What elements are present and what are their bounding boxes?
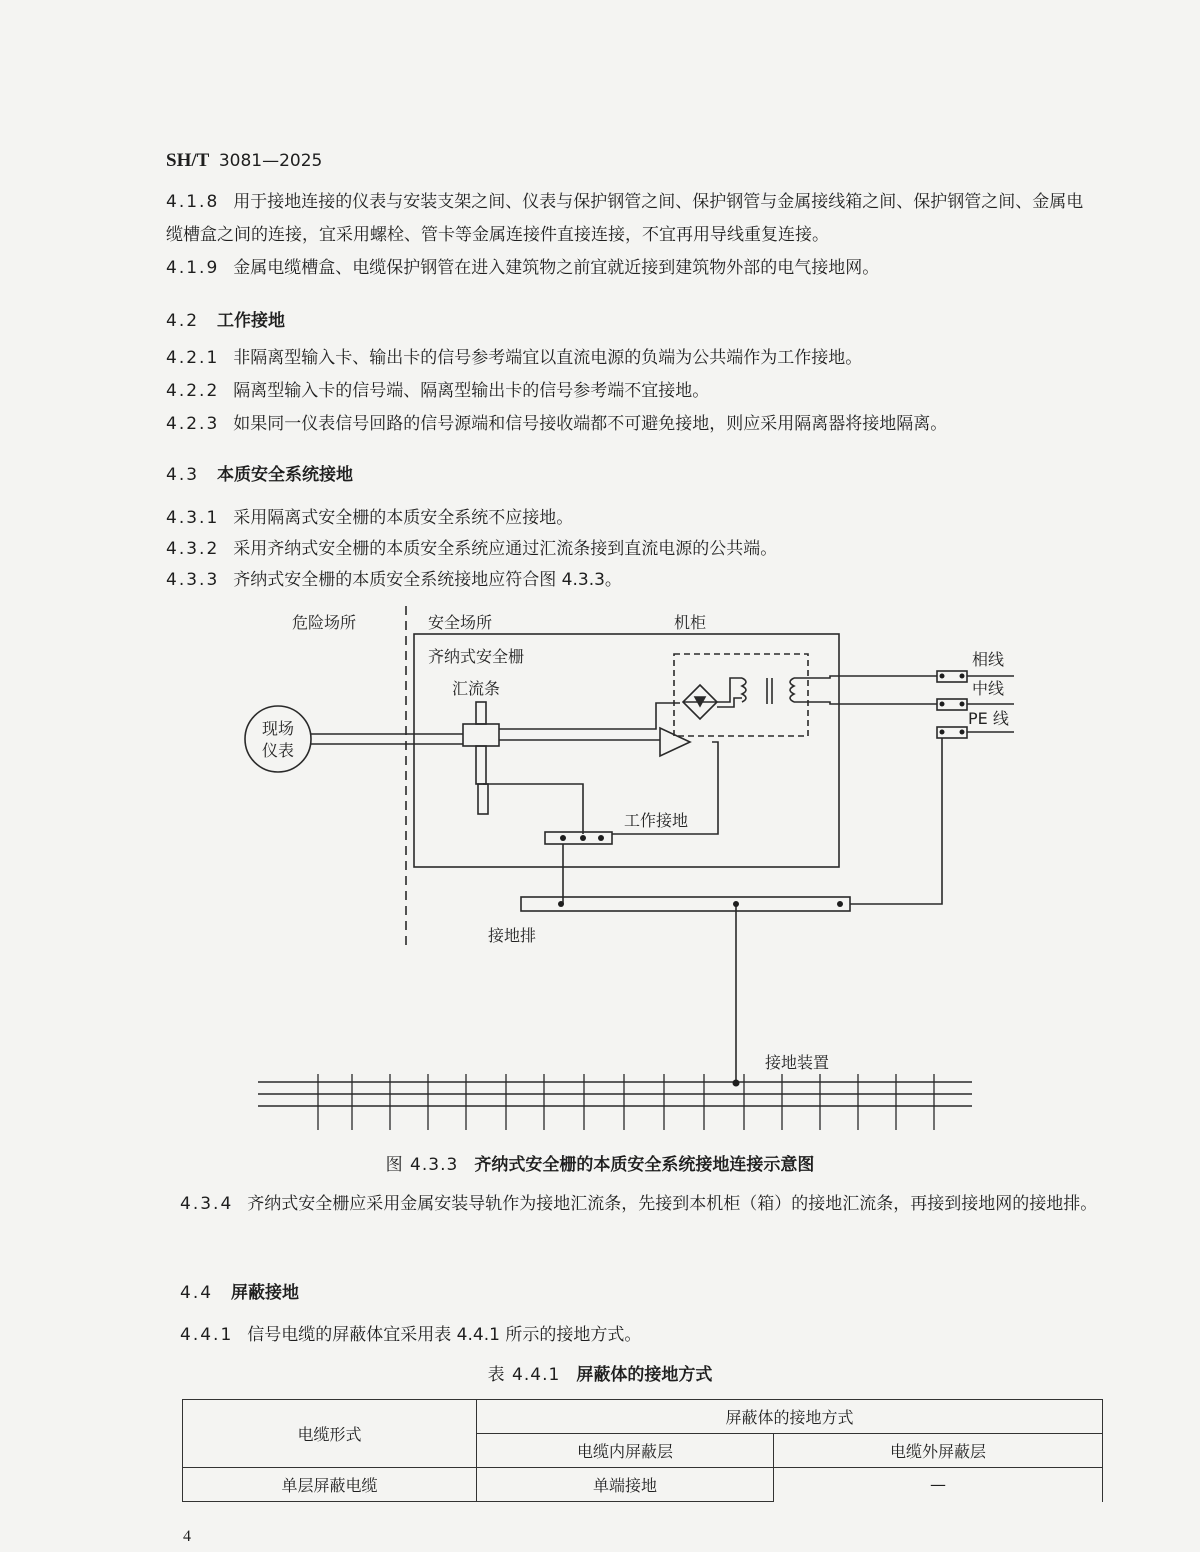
section-title: 工作接地 [217,311,286,331]
secondary-coil [790,678,794,702]
label-work-ground: 工作接地 [624,811,689,830]
neutral-line-wire [794,702,937,704]
shield-grounding-table [182,1399,1103,1502]
label-zener-barrier: 齐纳式安全栅 [428,647,525,666]
clause-text: 采用齐纳式安全栅的本质安全系统应通过汇流条接到直流电源的公共端。 [233,539,778,559]
clause-text: 采用隔离式安全栅的本质安全系统不应接地。 [233,508,574,528]
clause-text: 齐纳式安全栅的本质安全系统接地应符合图 4.3.3。 [233,570,622,590]
label-neutral-line: 中线 [972,679,1005,698]
clause-text: 如果同一仪表信号回路的信号源端和信号接收端都不可避免接地，则应采用隔离器将接地隔离。 [233,414,948,434]
clause-4-4-1 [180,1319,1110,1352]
busbar-block [463,724,499,746]
field-instrument-circle [245,706,311,772]
clause-text: 金属电缆槽盒、电缆保护钢管在进入建筑物之前宜就近接到建筑物外部的电气接地网。 [233,258,880,278]
table-title: 屏蔽体的接地方式 [576,1365,713,1385]
clause-text: 信号电缆的屏蔽体宜采用表 4.4.1 所示的接地方式。 [247,1325,642,1345]
clause-number: 4.2.3 [166,414,220,434]
clause-number: 4.1.9 [166,258,220,278]
cabinet-frame [414,634,839,867]
section-title: 本质安全系统接地 [217,465,354,485]
busbar-to-workground [483,784,583,834]
figure-caption [0,1150,1200,1175]
busbar-rail [478,784,488,814]
table-row [183,1468,1103,1502]
clause-number: 4.3.4 [180,1194,234,1214]
clause-text: 用于接地连接的仪表与安装支架之间、仪表与保护钢管之间、保护钢管与金属接线箱之间、保护钢管之间、金属电缆槽盒之间的连接，宜采用螺栓、管卡等金属连接件直接连接，不宜再用导线重复连接。 [166,192,1084,245]
line-to-bridge [499,703,680,729]
section-number: 4.3 [166,465,200,485]
label-ground-bar: 接地排 [488,926,537,945]
figure-title: 齐纳式安全栅的本质安全系统接地连接示意图 [474,1155,815,1175]
label-hazard-area: 危险场所 [292,613,357,632]
figure-number: 图 4.3.3 [385,1155,459,1175]
cell-inner-shield: 单端接地 [477,1468,774,1502]
amplifier-symbol [660,728,690,756]
clause-number: 4.2.1 [166,348,220,368]
header-inner-shield: 电缆内屏蔽层 [477,1434,774,1468]
busbar-top-stem [476,702,486,724]
label-safe-area: 安全场所 [428,613,493,632]
code-prefix: SH/T [166,150,210,171]
page-number: 4 [183,1528,191,1545]
label-pe-line: PE 线 [968,709,1009,728]
clause-number: 4.2.2 [166,381,220,401]
clause-4-3-4 [180,1188,1100,1221]
section-4-4-heading [180,1278,299,1303]
code-year: 3081—2025 [218,151,323,171]
label-busbar: 汇流条 [452,679,501,698]
ground-bar [521,897,850,911]
cell-outer-shield: — [774,1468,1103,1502]
header-cable-type: 电缆形式 [183,1400,477,1468]
clause-text: 隔离型输入卡的信号端、隔离型输出卡的信号参考端不宜接地。 [233,381,710,401]
label-phase-line: 相线 [972,650,1005,669]
table-number: 表 4.4.1 [487,1365,561,1385]
label-ground-device: 接地装置 [765,1053,830,1072]
clause-number: 4.4.1 [180,1325,234,1345]
primary-coil [742,678,746,702]
label-field-instrument-1: 现场 [262,719,295,738]
clause-text: 齐纳式安全栅应采用金属安装导轨作为接地汇流条，先接到本机柜（箱）的接地汇流条，再接到接地网的接地排。 [247,1194,1098,1214]
clause-number: 4.3.1 [166,508,220,528]
clause-number: 4.1.8 [166,192,220,212]
pe-to-groundbar [850,738,942,904]
busbar-bottom-stem [476,746,486,784]
section-title: 屏蔽接地 [231,1283,300,1303]
table-caption [0,1360,1200,1385]
header-grounding-method: 屏蔽体的接地方式 [477,1400,1103,1434]
isolation-box [674,654,808,736]
section-number: 4.2 [166,311,200,331]
phase-line-wire [794,676,937,678]
clause-number: 4.3.2 [166,539,220,559]
label-field-instrument-2: 仪表 [262,741,295,760]
clause-number: 4.3.3 [166,570,220,590]
clause-text: 非隔离型输入卡、输出卡的信号参考端宜以直流电源的负端为公共端作为工作接地。 [233,348,863,368]
section-number: 4.4 [180,1283,214,1303]
cell-cable-type: 单层屏蔽电缆 [183,1468,477,1502]
header-outer-shield: 电缆外屏蔽层 [774,1434,1103,1468]
label-cabinet: 机柜 [674,613,707,632]
